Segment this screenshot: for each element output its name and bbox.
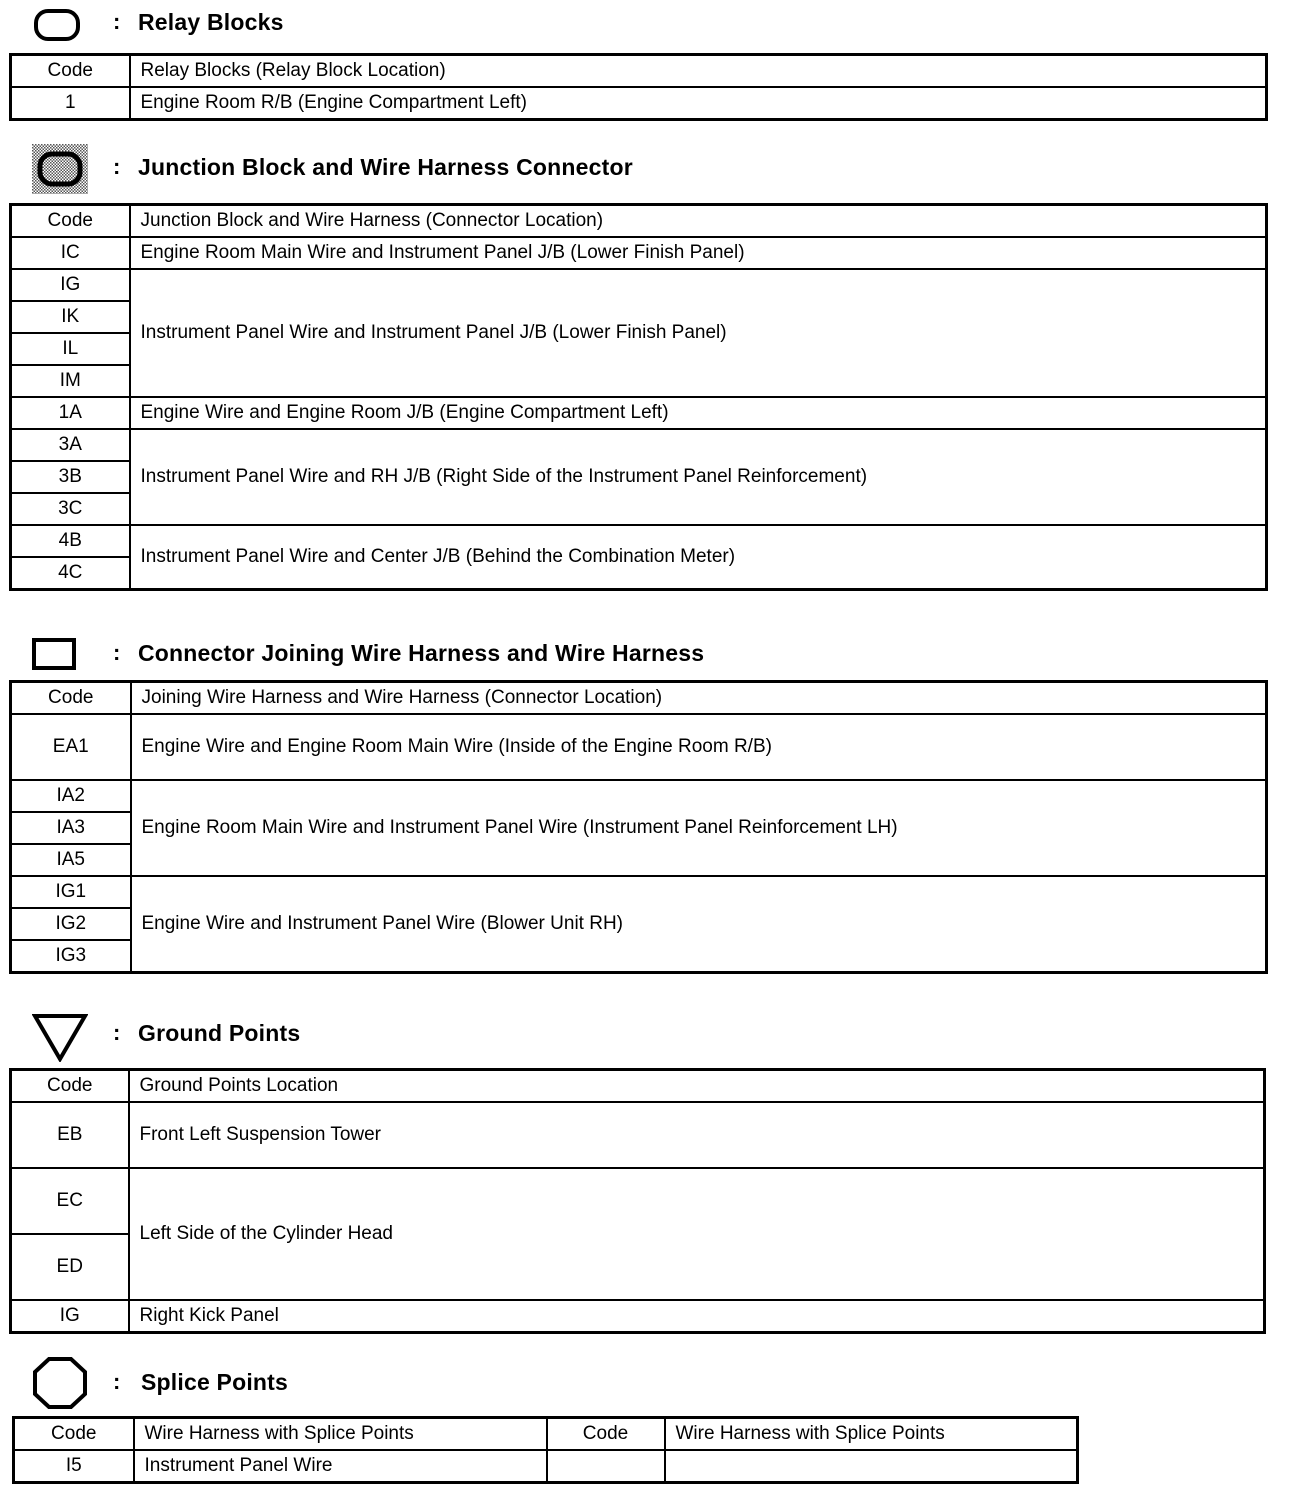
row-code: I5 [14, 1450, 134, 1483]
octagon-splice-icon [32, 1356, 88, 1410]
row-code: 3B [11, 461, 130, 493]
row-code: IA3 [11, 812, 131, 844]
row-code: IA2 [11, 780, 131, 812]
shaded-junction-block-icon [32, 144, 88, 194]
connector-joining-table [9, 680, 1268, 974]
row-code: IL [11, 333, 130, 365]
header-code: Code [11, 682, 131, 715]
row-code: IC [11, 237, 130, 269]
row-desc: Engine Wire and Instrument Panel Wire (Blower Unit RH) [131, 876, 1267, 973]
table-row [11, 429, 1267, 461]
table-row [11, 1102, 1265, 1168]
header-code: Code [11, 55, 130, 88]
header-desc: Ground Points Location [129, 1070, 1265, 1103]
row-desc: Front Left Suspension Tower [129, 1102, 1265, 1168]
section-title: Splice Points [141, 1369, 289, 1395]
row-code [547, 1450, 665, 1483]
table-row [11, 1168, 1265, 1234]
table-header-row [11, 1070, 1265, 1103]
row-code: 4C [11, 557, 130, 590]
section-title: Ground Points [138, 1020, 301, 1046]
table-row [11, 780, 1267, 812]
header-code: Code [547, 1418, 665, 1451]
section-colon: : [113, 1020, 121, 1045]
junction-block-table [9, 203, 1268, 591]
table-header-row [11, 205, 1267, 238]
section-title: Junction Block and Wire Harness Connector [138, 154, 633, 180]
row-code: IG3 [11, 940, 131, 973]
row-code: IG [11, 269, 130, 301]
table-row [14, 1450, 1078, 1483]
triangle-ground-icon [32, 1012, 88, 1062]
section-header-junction-block [0, 144, 1000, 188]
row-desc: Instrument Panel Wire and RH J/B (Right Side of the Instrument Panel Reinforcement) [130, 429, 1267, 525]
table-header-row [11, 55, 1267, 88]
row-code: 3C [11, 493, 130, 525]
section-header-relay-blocks [0, 2, 1000, 46]
table-row [11, 1300, 1265, 1333]
section-title: Relay Blocks [138, 9, 284, 35]
table-row [11, 397, 1267, 429]
row-desc: Engine Room Main Wire and Instrument Panel J/B (Lower Finish Panel) [130, 237, 1267, 269]
section-colon: : [113, 640, 121, 665]
row-code: 1A [11, 397, 130, 429]
row-desc [665, 1450, 1078, 1483]
row-desc: Instrument Panel Wire and Center J/B (Behind the Combination Meter) [130, 525, 1267, 590]
header-desc: Relay Blocks (Relay Block Location) [130, 55, 1267, 88]
header-desc: Joining Wire Harness and Wire Harness (Connector Location) [131, 682, 1267, 715]
header-code: Code [11, 1070, 129, 1103]
table-row [11, 525, 1267, 557]
section-header-splice-points [0, 1356, 1000, 1400]
header-code: Code [11, 205, 130, 238]
section-header-ground-points [0, 1008, 1000, 1052]
row-code: IK [11, 301, 130, 333]
row-desc: Engine Room R/B (Engine Compartment Left) [130, 87, 1267, 120]
square-connector-icon [32, 638, 78, 672]
table-row [11, 876, 1267, 908]
row-code: IM [11, 365, 130, 397]
row-code: IA5 [11, 844, 131, 876]
section-title: Connector Joining Wire Harness and Wire Harness [138, 640, 705, 666]
row-code: IG1 [11, 876, 131, 908]
header-desc: Wire Harness with Splice Points [134, 1418, 547, 1451]
header-code: Code [14, 1418, 134, 1451]
section-colon: : [113, 154, 121, 179]
section-colon: : [113, 9, 121, 34]
row-desc: Engine Wire and Engine Room Main Wire (Inside of the Engine Room R/B) [131, 714, 1267, 780]
row-code: IG [11, 1300, 129, 1333]
row-desc: Engine Room Main Wire and Instrument Panel Wire (Instrument Panel Reinforcement LH) [131, 780, 1267, 876]
table-row [11, 714, 1267, 780]
table-row [11, 269, 1267, 301]
table-row [11, 237, 1267, 269]
table-header-row [14, 1418, 1078, 1451]
row-desc: Engine Wire and Engine Room J/B (Engine Compartment Left) [130, 397, 1267, 429]
relay-blocks-table [9, 53, 1268, 121]
row-desc: Instrument Panel Wire [134, 1450, 547, 1483]
header-desc: Wire Harness with Splice Points [665, 1418, 1078, 1451]
row-code: 3A [11, 429, 130, 461]
row-desc: Instrument Panel Wire and Instrument Panel J/B (Lower Finish Panel) [130, 269, 1267, 397]
row-desc: Left Side of the Cylinder Head [129, 1168, 1265, 1300]
row-code: IG2 [11, 908, 131, 940]
header-desc: Junction Block and Wire Harness (Connector Location) [130, 205, 1267, 238]
row-code: ED [11, 1234, 129, 1300]
rounded-rect-icon [33, 8, 81, 42]
section-colon: : [113, 1369, 121, 1394]
ground-points-table [9, 1068, 1266, 1334]
table-row [11, 87, 1267, 120]
row-code: EC [11, 1168, 129, 1234]
section-header-connector-joining [0, 630, 1000, 674]
row-desc: Right Kick Panel [129, 1300, 1265, 1333]
row-code: EA1 [11, 714, 131, 780]
table-header-row [11, 682, 1267, 715]
row-code: 1 [11, 87, 130, 120]
row-code: 4B [11, 525, 130, 557]
splice-points-table [12, 1416, 1079, 1484]
row-code: EB [11, 1102, 129, 1168]
